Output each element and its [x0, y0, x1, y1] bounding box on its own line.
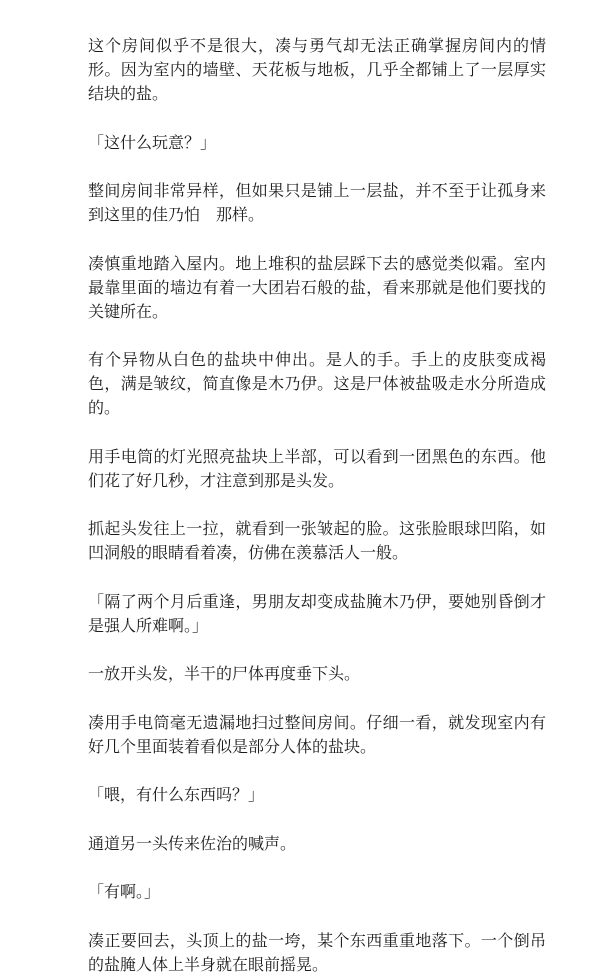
paragraph: 抓起头发往上一拉，就看到一张皱起的脸。这张脸眼球凹陷，如凹洞般的眼睛看着凑，仿佛在羡慕活人一般。	[88, 519, 546, 562]
paragraph: 「喂，有什么东西吗？」	[88, 785, 265, 804]
page-body	[88, 34, 546, 977]
paragraph: 一放开头发，半干的尸体再度垂下头。	[88, 664, 361, 683]
paragraph: 有个异物从白色的盐块中伸出。是人的手。手上的皮肤变成褐色，满是皱纹，简直像是木乃伊。这是尸体被盐吸走水分所造成的。	[88, 350, 546, 417]
paragraph: 用手电筒的灯光照亮盐块上半部，可以看到一团黑色的东西。他们花了好几秒，才注意到那是头发。	[88, 446, 546, 490]
paragraph: 「这什么玩意？」	[88, 132, 217, 152]
paragraph: 整间房间非常异样，但如果只是铺上一层盐，并不至于让孤身来到这里的佳乃怕 那样。	[88, 181, 546, 224]
paragraph: 这个房间似乎不是很大，凑与勇气却无法正确掌握房间内的情形。因为室内的墙壁、天花板与地板，几乎全都铺上了一层厚实结块的盐。	[88, 36, 546, 103]
paragraph: 「隔了两个月后重逢，男朋友却变成盐腌木乃伊，要她别昏倒才是强人所难啊。」	[88, 591, 546, 635]
paragraph: 凑正要回去，头顶上的盐一垮，某个东西重重地落下。一个倒吊的盐腌人体上半身就在眼前摇晃。	[88, 930, 546, 974]
paragraph: 凑用手电筒毫无遗漏地扫过整间房间。仔细一看，就发现室内有好几个里面装着看似是部分人体的盐块。	[88, 712, 546, 756]
paragraph: 「有啊。」	[88, 882, 161, 901]
paragraph: 凑慎重地踏入屋内。地上堆积的盐层踩下去的感觉类似霜。室内最靠里面的墙边有着一大团岩石般的盐，看来那就是他们要找的关键所在。	[88, 253, 546, 321]
paragraph: 通道另一头传来佐治的喊声。	[88, 833, 297, 853]
